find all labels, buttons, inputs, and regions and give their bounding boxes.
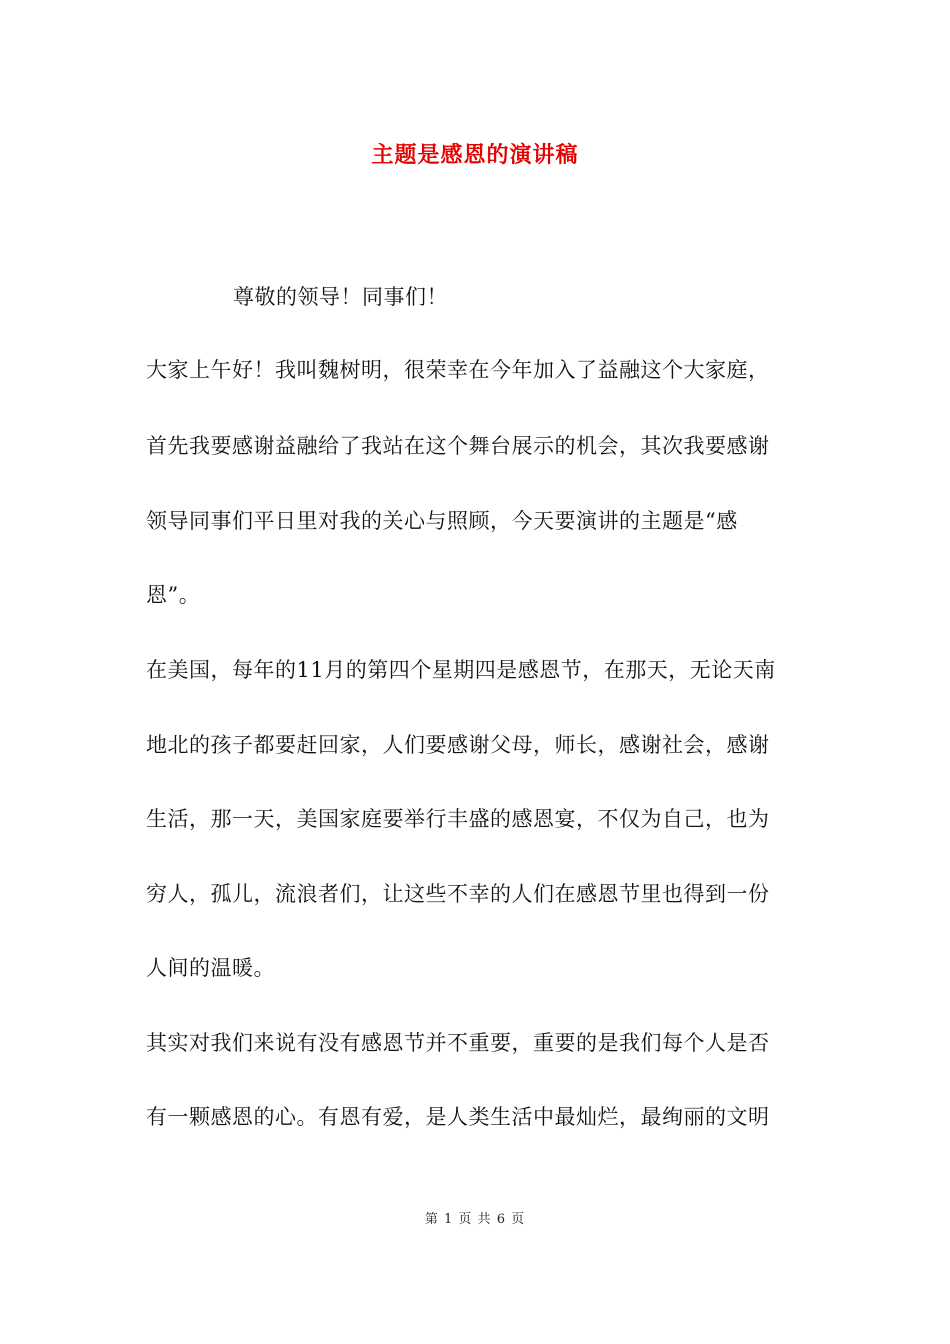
- greeting: 尊敬的领导！同事们！: [233, 285, 448, 309]
- paragraph-1-line-3: 领导同事们平日里对我的关心与照顾，今天要演讲的主题是“感: [146, 509, 738, 533]
- paragraph-2-line-3: 生活，那一天，美国家庭要举行丰盛的感恩宴，不仅为自己，也为: [146, 807, 770, 831]
- paragraph-3-line-2: 有一颗感恩的心。有恩有爱，是人类生活中最灿烂，最绚丽的文明: [146, 1105, 770, 1129]
- paragraph-2-line-1: 在美国，每年的11月的第四个星期四是感恩节，在那天，无论天南: [146, 658, 776, 682]
- page-number-footer: 第 1 页 共 6 页: [424, 1212, 526, 1227]
- document-title: 主题是感恩的演讲稿: [371, 142, 579, 168]
- paragraph-3-line-1: 其实对我们来说有没有感恩节并不重要，重要的是我们每个人是否: [146, 1031, 770, 1055]
- paragraph-2-line-4: 穷人，孤儿，流浪者们，让这些不幸的人们在感恩节里也得到一份: [146, 882, 770, 906]
- paragraph-1-line-1: 大家上午好！我叫魏树明，很荣幸在今年加入了益融这个大家庭，: [146, 358, 770, 382]
- paragraph-1-line-4: 恩”。: [146, 583, 201, 607]
- paragraph-2-line-5: 人间的温暖。: [146, 956, 275, 980]
- paragraph-2-line-2: 地北的孩子都要赶回家，人们要感谢父母，师长，感谢社会，感谢: [146, 733, 770, 757]
- paragraph-1-line-2: 首先我要感谢益融给了我站在这个舞台展示的机会，其次我要感谢: [146, 434, 770, 458]
